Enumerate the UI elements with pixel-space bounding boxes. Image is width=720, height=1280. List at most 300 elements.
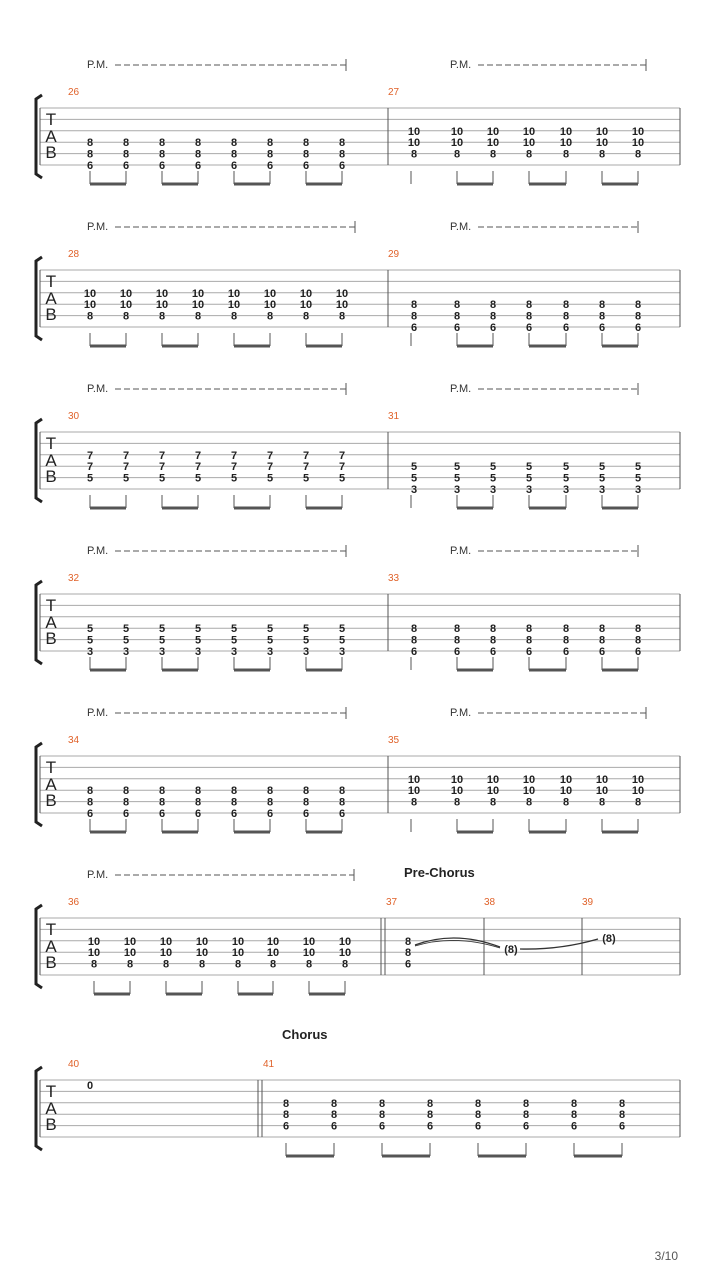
tab-label-t: T xyxy=(45,434,57,453)
palm-mute-label: P.M. xyxy=(87,221,109,233)
tab-label-b: B xyxy=(45,791,57,810)
fret-number: 5 xyxy=(230,623,238,636)
fret-number: 8 xyxy=(404,935,412,948)
palm-mute-label: P.M. xyxy=(450,707,472,719)
fret-number: 3 xyxy=(122,646,130,658)
measure-number: 37 xyxy=(386,897,398,908)
fret-number: 8 xyxy=(410,148,418,161)
staff-brace xyxy=(36,581,42,664)
fret-number: 8 xyxy=(598,623,606,636)
fret-number: 6 xyxy=(378,1120,386,1133)
fret-number: 7 xyxy=(338,461,346,474)
fret-number: 5 xyxy=(338,634,346,647)
fret-number: 6 xyxy=(453,646,461,658)
fret-number: 8 xyxy=(474,1109,482,1122)
fret-number: 6 xyxy=(158,808,166,820)
fret-number: 3 xyxy=(86,646,94,658)
fret-number: 5 xyxy=(338,472,346,485)
fret-number: 6 xyxy=(282,1120,290,1133)
fret-number: 6 xyxy=(266,160,274,172)
fret-number: 6 xyxy=(598,322,606,334)
fret-number: 10 xyxy=(595,125,609,138)
fret-number: 8 xyxy=(598,634,606,647)
fret-number: 8 xyxy=(194,310,202,323)
fret-number: 8 xyxy=(122,148,130,161)
fret-number: 8 xyxy=(453,623,461,636)
fret-number: 7 xyxy=(230,461,238,474)
fret-number: 6 xyxy=(410,322,418,334)
fret-number: 6 xyxy=(86,808,94,820)
fret-number: 5 xyxy=(122,634,130,647)
fret-number: 10 xyxy=(119,299,133,312)
measure-number: 27 xyxy=(388,87,400,98)
palm-mute-label: P.M. xyxy=(450,221,472,233)
fret-number: 3 xyxy=(302,646,310,658)
fret-number: 5 xyxy=(525,472,533,485)
fret-number: 8 xyxy=(378,1109,386,1122)
fret-number: 8 xyxy=(618,1109,626,1122)
fret-number: 6 xyxy=(489,646,497,658)
fret-number: 8 xyxy=(338,148,346,161)
tab-label-a: A xyxy=(45,127,57,146)
fret-number: 8 xyxy=(522,1109,530,1122)
fret-number: 5 xyxy=(266,472,274,485)
fret-number: 10 xyxy=(195,947,209,960)
fret-number: 6 xyxy=(562,322,570,334)
fret-number: 5 xyxy=(86,472,94,485)
fret-number: 7 xyxy=(194,461,202,474)
fret-number: 8 xyxy=(634,623,642,636)
tab-label-a: A xyxy=(45,1099,57,1118)
fret-number: 5 xyxy=(302,634,310,647)
fret-number: 10 xyxy=(338,935,352,948)
palm-mute-label: P.M. xyxy=(450,545,472,557)
palm-mute-label: P.M. xyxy=(87,545,109,557)
tab-label-t: T xyxy=(45,272,57,291)
fret-number: 8 xyxy=(489,634,497,647)
fret-number: 5 xyxy=(302,472,310,485)
fret-number: 3 xyxy=(453,484,461,496)
fret-number: 8 xyxy=(338,785,346,798)
fret-number: 6 xyxy=(634,322,642,334)
fret-number: 6 xyxy=(302,808,310,820)
fret-number: 8 xyxy=(410,634,418,647)
fret-number: 10 xyxy=(450,125,464,138)
fret-number: 5 xyxy=(562,461,570,474)
fret-number: 8 xyxy=(525,796,533,809)
tab-label-b: B xyxy=(45,305,57,324)
fret-number: 7 xyxy=(230,449,238,462)
staff-brace xyxy=(36,419,42,502)
fret-number: 8 xyxy=(453,634,461,647)
fret-number: 5 xyxy=(86,634,94,647)
fret-number: 10 xyxy=(231,947,245,960)
fret-number: 10 xyxy=(450,137,464,150)
fret-number: 8 xyxy=(453,796,461,809)
fret-number: 8 xyxy=(194,148,202,161)
fret-number: 8 xyxy=(474,1097,482,1110)
fret-number: 10 xyxy=(631,125,645,138)
staff-brace xyxy=(36,95,42,178)
tab-label-a: A xyxy=(45,775,57,794)
fret-number: 8 xyxy=(122,785,130,798)
fret-number: 8 xyxy=(410,299,418,312)
fret-number: 7 xyxy=(302,461,310,474)
fret-number: 10 xyxy=(191,287,205,300)
measure-number: 33 xyxy=(388,573,400,584)
fret-number: 3 xyxy=(338,646,346,658)
measure-number: 31 xyxy=(388,411,400,422)
fret-number: 10 xyxy=(486,785,500,798)
tab-label-a: A xyxy=(45,289,57,308)
fret-number: 8 xyxy=(122,137,130,150)
fret-number: 8 xyxy=(90,958,98,971)
fret-number: 8 xyxy=(266,148,274,161)
fret-number: 10 xyxy=(486,773,500,786)
fret-number: 6 xyxy=(86,160,94,172)
fret-number: 8 xyxy=(282,1097,290,1110)
fret-number: 8 xyxy=(562,148,570,161)
palm-mute-label: P.M. xyxy=(87,59,109,71)
fret-number: 5 xyxy=(598,472,606,485)
fret-number: 8 xyxy=(230,137,238,150)
measure-number: 30 xyxy=(68,411,80,422)
fret-number: 7 xyxy=(158,449,166,462)
fret-number: 10 xyxy=(407,785,421,798)
measure-number: 36 xyxy=(68,897,80,908)
fret-number: 10 xyxy=(227,299,241,312)
fret-number: 3 xyxy=(410,484,418,496)
fret-number: 5 xyxy=(194,472,202,485)
measure-number: 34 xyxy=(68,735,80,746)
fret-number: 8 xyxy=(634,299,642,312)
fret-number: 8 xyxy=(234,958,242,971)
fret-number: 8 xyxy=(598,796,606,809)
fret-number: 8 xyxy=(122,796,130,809)
fret-number: 8 xyxy=(489,796,497,809)
tab-label-b: B xyxy=(45,1115,57,1134)
fret-number: 7 xyxy=(266,449,274,462)
fret-number: 7 xyxy=(122,449,130,462)
fret-number: 8 xyxy=(266,310,274,323)
fret-number: 8 xyxy=(562,623,570,636)
tab-label-a: A xyxy=(45,451,57,470)
fret-number: 10 xyxy=(159,947,173,960)
fret-number: 7 xyxy=(302,449,310,462)
fret-number: 8 xyxy=(126,958,134,971)
palm-mute-label: P.M. xyxy=(450,383,472,395)
fret-number: 5 xyxy=(489,472,497,485)
fret-number: 6 xyxy=(266,808,274,820)
fret-number: 5 xyxy=(562,472,570,485)
tab-label-t: T xyxy=(45,758,57,777)
fret-number: 5 xyxy=(86,623,94,636)
fret-number: 8 xyxy=(158,310,166,323)
fret-number: 10 xyxy=(266,947,280,960)
fret-number: 6 xyxy=(525,646,533,658)
fret-number: 10 xyxy=(450,773,464,786)
fret-number: 10 xyxy=(195,935,209,948)
fret-number: 8 xyxy=(158,785,166,798)
fret-number: 10 xyxy=(299,287,313,300)
fret-number: 8 xyxy=(122,310,130,323)
fret-number: 8 xyxy=(562,310,570,323)
fret-number: 10 xyxy=(595,773,609,786)
fret-number: 8 xyxy=(305,958,313,971)
fret-number: 10 xyxy=(407,125,421,138)
fret-number: 10 xyxy=(595,137,609,150)
staff-brace xyxy=(36,743,42,826)
fret-number: 10 xyxy=(83,299,97,312)
fret-number: 8 xyxy=(634,634,642,647)
page-number: 3/10 xyxy=(654,1249,678,1263)
tab-label-a: A xyxy=(45,613,57,632)
palm-mute-label: P.M. xyxy=(450,59,472,71)
fret-number: 5 xyxy=(266,623,274,636)
fret-number: 8 xyxy=(302,785,310,798)
fret-number: 8 xyxy=(302,310,310,323)
fret-number: 6 xyxy=(489,322,497,334)
fret-number: 8 xyxy=(330,1097,338,1110)
fret-number: 6 xyxy=(598,646,606,658)
fret-number: 5 xyxy=(489,461,497,474)
fret-number: 6 xyxy=(410,646,418,658)
fret-number: 8 xyxy=(489,148,497,161)
fret-number: 0 xyxy=(86,1080,94,1093)
measure-number: 28 xyxy=(68,249,80,260)
staff-brace xyxy=(36,1067,42,1150)
fret-number: 8 xyxy=(86,137,94,150)
fret-number: 6 xyxy=(570,1120,578,1133)
fret-number: 3 xyxy=(194,646,202,658)
fret-number: 8 xyxy=(525,310,533,323)
fret-number: 7 xyxy=(122,461,130,474)
fret-number: 3 xyxy=(562,484,570,496)
fret-number: 5 xyxy=(194,623,202,636)
fret-number: 8 xyxy=(86,310,94,323)
fret-number: 8 xyxy=(86,796,94,809)
fret-number: 3 xyxy=(634,484,642,496)
fret-number: 5 xyxy=(122,623,130,636)
section-label-pre-chorus: Pre-Chorus xyxy=(404,865,475,880)
fret-number: 10 xyxy=(302,935,316,948)
measure-number: 32 xyxy=(68,573,80,584)
fret-number: 5 xyxy=(158,472,166,485)
fret-number: 10 xyxy=(191,299,205,312)
fret-number: 8 xyxy=(194,137,202,150)
fret-number: 6 xyxy=(453,322,461,334)
fret-number: 10 xyxy=(155,299,169,312)
fret-number: 7 xyxy=(338,449,346,462)
fret-number: 5 xyxy=(122,472,130,485)
fret-number: 8 xyxy=(453,310,461,323)
fret-number: 8 xyxy=(266,137,274,150)
fret-number: 3 xyxy=(230,646,238,658)
fret-number: 8 xyxy=(489,310,497,323)
fret-number: 8 xyxy=(525,623,533,636)
fret-number: 5 xyxy=(158,623,166,636)
fret-number: 10 xyxy=(559,137,573,150)
fret-number: 10 xyxy=(631,785,645,798)
fret-number: 5 xyxy=(230,472,238,485)
fret-number: 8 xyxy=(525,299,533,312)
fret-number: 8 xyxy=(562,796,570,809)
fret-number: 8 xyxy=(269,958,277,971)
fret-number: 10 xyxy=(407,773,421,786)
fret-number: 8 xyxy=(489,623,497,636)
tab-label-b: B xyxy=(45,953,57,972)
staff-brace xyxy=(36,257,42,340)
fret-number: 8 xyxy=(282,1109,290,1122)
fret-number: 5 xyxy=(410,461,418,474)
fret-number: 10 xyxy=(450,785,464,798)
fret-number: 8 xyxy=(562,634,570,647)
fret-number: 10 xyxy=(227,287,241,300)
fret-number: 5 xyxy=(598,461,606,474)
palm-mute-label: P.M. xyxy=(87,707,109,719)
fret-number: 8 xyxy=(230,796,238,809)
section-label-chorus: Chorus xyxy=(282,1027,328,1042)
fret-number: 6 xyxy=(618,1120,626,1133)
fret-number: 6 xyxy=(194,160,202,172)
fret-number: 5 xyxy=(634,461,642,474)
fret-number: 10 xyxy=(263,299,277,312)
measure-number: 38 xyxy=(484,897,496,908)
fret-number: 8 xyxy=(230,148,238,161)
fret-number: 10 xyxy=(123,947,137,960)
fret-number: 5 xyxy=(525,461,533,474)
fret-number: 8 xyxy=(634,796,642,809)
fret-number: 10 xyxy=(595,785,609,798)
fret-number: 6 xyxy=(230,808,238,820)
fret-number: 5 xyxy=(410,472,418,485)
fret-number: 8 xyxy=(453,299,461,312)
fret-number: 6 xyxy=(404,958,412,971)
fret-number: 10 xyxy=(335,287,349,300)
fret-number: 10 xyxy=(159,935,173,948)
fret-number: 6 xyxy=(230,160,238,172)
fret-number: 10 xyxy=(302,947,316,960)
staff-brace xyxy=(36,905,42,988)
tab-label-t: T xyxy=(45,1082,57,1101)
fret-number: 8 xyxy=(618,1097,626,1110)
fret-number: 8 xyxy=(230,310,238,323)
fret-number: 8 xyxy=(162,958,170,971)
fret-number: 8 xyxy=(302,137,310,150)
fret-number: 10 xyxy=(87,947,101,960)
fret-number: 6 xyxy=(634,646,642,658)
fret-number: 8 xyxy=(570,1109,578,1122)
fret-number: 8 xyxy=(158,137,166,150)
fret-number: 8 xyxy=(158,148,166,161)
fret-number: 10 xyxy=(486,137,500,150)
tied-fret-number: (8) xyxy=(504,944,518,956)
fret-number: 6 xyxy=(122,160,130,172)
fret-number: 6 xyxy=(194,808,202,820)
fret-number: 5 xyxy=(453,461,461,474)
measure-number: 29 xyxy=(388,249,400,260)
fret-number: 10 xyxy=(266,935,280,948)
fret-number: 8 xyxy=(194,796,202,809)
fret-number: 8 xyxy=(525,634,533,647)
fret-number: 10 xyxy=(522,125,536,138)
fret-number: 10 xyxy=(119,287,133,300)
fret-number: 8 xyxy=(378,1097,386,1110)
fret-number: 5 xyxy=(230,634,238,647)
fret-number: 8 xyxy=(525,148,533,161)
fret-number: 8 xyxy=(194,785,202,798)
fret-number: 10 xyxy=(631,137,645,150)
fret-number: 3 xyxy=(598,484,606,496)
fret-number: 8 xyxy=(410,796,418,809)
fret-number: 8 xyxy=(410,310,418,323)
fret-number: 8 xyxy=(266,785,274,798)
palm-mute-label: P.M. xyxy=(87,383,109,395)
fret-number: 3 xyxy=(489,484,497,496)
fret-number: 6 xyxy=(122,808,130,820)
fret-number: 5 xyxy=(453,472,461,485)
fret-number: 6 xyxy=(525,322,533,334)
fret-number: 8 xyxy=(426,1109,434,1122)
tab-label-a: A xyxy=(45,937,57,956)
fret-number: 8 xyxy=(86,785,94,798)
fret-number: 6 xyxy=(338,160,346,172)
fret-number: 5 xyxy=(158,634,166,647)
fret-number: 10 xyxy=(338,947,352,960)
measure-number: 26 xyxy=(68,87,80,98)
fret-number: 10 xyxy=(155,287,169,300)
fret-number: 5 xyxy=(634,472,642,485)
fret-number: 6 xyxy=(426,1120,434,1133)
fret-number: 10 xyxy=(263,287,277,300)
fret-number: 6 xyxy=(302,160,310,172)
fret-number: 8 xyxy=(404,947,412,960)
tab-label-t: T xyxy=(45,596,57,615)
fret-number: 10 xyxy=(486,125,500,138)
fret-number: 8 xyxy=(330,1109,338,1122)
fret-number: 10 xyxy=(522,137,536,150)
fret-number: 8 xyxy=(453,148,461,161)
measure-number: 41 xyxy=(263,1059,275,1070)
fret-number: 5 xyxy=(302,623,310,636)
fret-number: 8 xyxy=(562,299,570,312)
fret-number: 6 xyxy=(158,160,166,172)
fret-number: 8 xyxy=(338,796,346,809)
fret-number: 10 xyxy=(231,935,245,948)
fret-number: 6 xyxy=(338,808,346,820)
tab-label-b: B xyxy=(45,629,57,648)
fret-number: 10 xyxy=(559,785,573,798)
fret-number: 3 xyxy=(525,484,533,496)
fret-number: 7 xyxy=(194,449,202,462)
fret-number: 6 xyxy=(562,646,570,658)
fret-number: 3 xyxy=(266,646,274,658)
fret-number: 10 xyxy=(299,299,313,312)
fret-number: 8 xyxy=(634,310,642,323)
fret-number: 10 xyxy=(407,137,421,150)
fret-number: 10 xyxy=(522,773,536,786)
measure-number: 35 xyxy=(388,735,400,746)
fret-number: 8 xyxy=(489,299,497,312)
fret-number: 6 xyxy=(330,1120,338,1133)
tied-fret-number: (8) xyxy=(602,933,616,945)
fret-number: 3 xyxy=(158,646,166,658)
fret-number: 8 xyxy=(341,958,349,971)
fret-number: 10 xyxy=(335,299,349,312)
fret-number: 10 xyxy=(87,935,101,948)
fret-number: 8 xyxy=(338,310,346,323)
fret-number: 5 xyxy=(338,623,346,636)
